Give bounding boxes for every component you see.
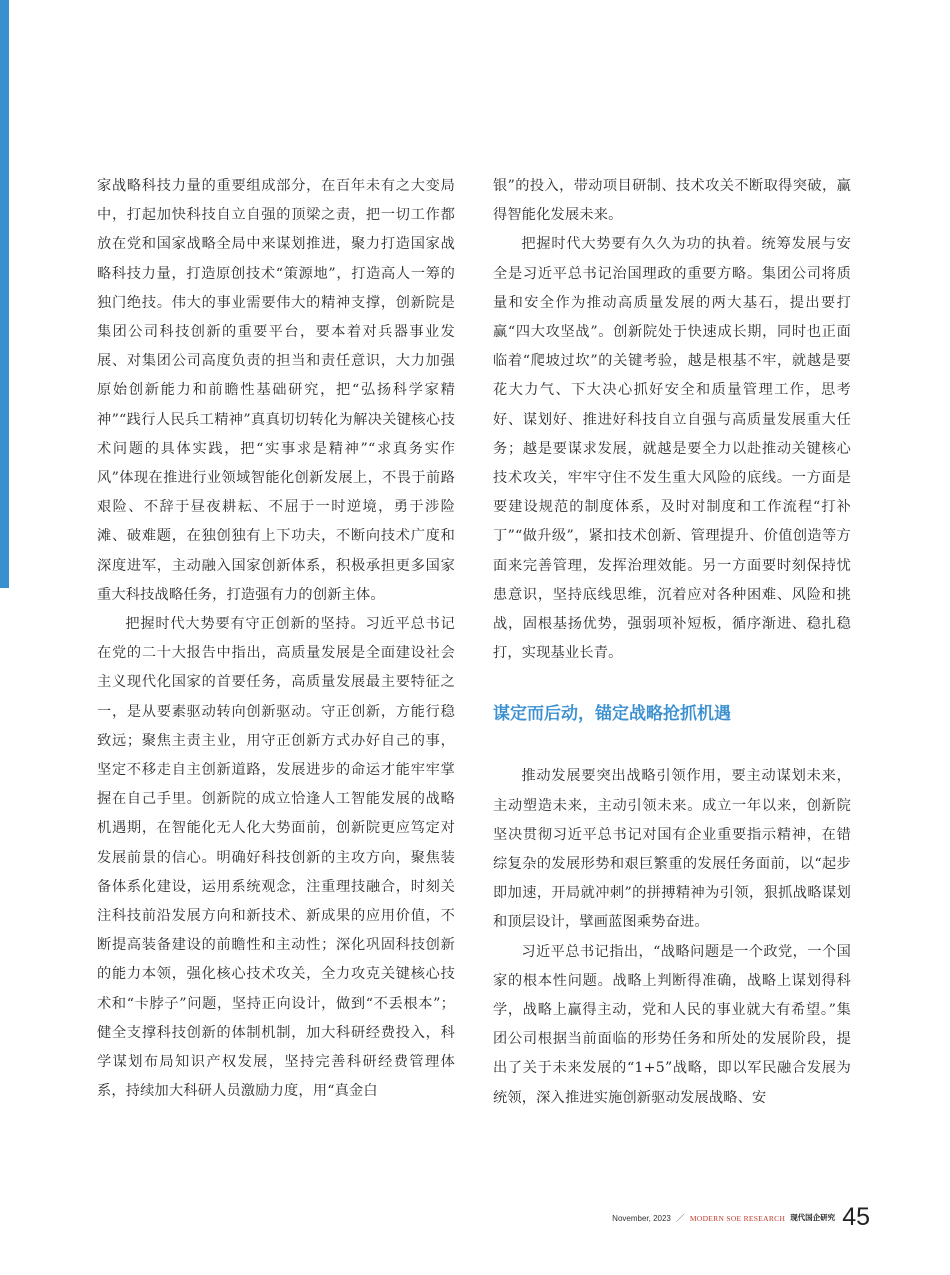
page-footer xyxy=(612,1197,870,1231)
right-paragraph-1: 银”的投入，带动项目研制、技术攻关不断取得突破，赢得智能化发展未来。 xyxy=(493,178,851,224)
accent-side-bar xyxy=(0,0,9,588)
journal-name-en: MODERN SOE RESEARCH xyxy=(689,1214,786,1223)
journal-name-cn: 现代国企研究 xyxy=(790,1213,836,1222)
right-column xyxy=(493,172,851,1113)
page-number: 45 xyxy=(842,1203,870,1231)
right-paragraph-4: 习近平总书记指出，“战略问题是一个政党，一个国家的根本性问题。战略上判断得准确，战略上谋划得科学，战略上赢得主动，党和人民的事业就大有希望。”集团公司根据当前面临的形势任务和所处的发展阶段，提出了关于未来发展的“1+5”战略，即以军民融合发展为统领，深入推进实施创新驱动发展战略、安 xyxy=(493,943,851,1106)
left-paragraph-2: 把握时代大势要有守正创新的坚持。习近平总书记在党的二十大报告中指出，高质量发展是全面建设社会主义现代化国家的首要任务，高质量发展最主要特征之一，是从要素驱动转向创新驱动。守正创新，方能行稳致远；聚焦主责主业，用守正创新方式办好自己的事，坚定不移走自主创新道路，发展进步的命运才能牢牢掌握在自己手里。创新院的成立恰逢人工智能发展的战略机遇期，在智能化无人化大势面前，创新院更应笃定对发展前景的信心。明确好科技创新的主攻方向，聚焦装备体系化建设，运用系统观念，注重理技融合，时刻关注科技前沿发展方向和新技术、新成果的应用价值，不断提高装备建设的前瞻性和主动性；深化巩固科技创新的能力本领，强化核心技术攻关，全力攻克关键核心技术和“卡脖子”问题，坚持正向设计，做到“不丢根本”；健全支撑科技创新的体制机制，加大科研经费投入，科学谋划布局知识产权发展，坚持完善科研经费管理体系，持续加大科研人员激励力度，用“真金白 xyxy=(97,616,455,1100)
right-paragraph-3: 推动发展要突出战略引领作用，要主动谋划未来，主动塑造未来，主动引领未来。成立一年以来，创新院坚决贯彻习近平总书记对国有企业重要指示精神，在错综复杂的发展形势和艰巨繁重的发展任务面前，以“起步即加速，开局就冲刺”的拼搏精神为引领，狠抓战略谋划和顶层设计，擘画蓝图乘势奋进。 xyxy=(493,768,851,931)
section-heading: 谋定而后动，锚定战略抢抓机遇 xyxy=(493,704,731,725)
left-column xyxy=(97,172,455,1107)
left-paragraph-1: 家战略科技力量的重要组成部分，在百年未有之大变局中，打起加快科技自立自强的顶梁之责，把一切工作都放在党和国家战略全局中来谋划推进，聚力打造国家战略科技力量，打造原创技术“策源地”，打造高人一筹的独门绝技。伟大的事业需要伟大的精神支撑，创新院是集团公司科技创新的重要平台，要本着对兵器事业发展、对集团公司高度负责的担当和责任意识，大力加强原始创新能力和前瞻性基础研究，把“弘扬科学家精神”“践行人民兵工精神”真真切切转化为解决关键核心技术问题的具体实践，把“实事求是精神”“求真务实作风”体现在推进行业领域智能化创新发展上，不畏于前路艰险、不辞于昼夜耕耘、不屈于一时逆境，勇于涉险滩、破难题，在独创独有上下功夫，不断向技术广度和深度进军，主动融入国家创新体系，积极承担更多国家重大科技战略任务，打造强有力的创新主体。 xyxy=(97,178,455,603)
footer-separator: ／ xyxy=(675,1213,685,1223)
right-paragraph-2: 把握时代大势要有久久为功的执着。统筹发展与安全是习近平总书记治国理政的重要方略。集团公司将质量和安全作为推动高质量发展的两大基石，提出要打赢“四大攻坚战”。创新院处于快速成长期，同时也正面临着“爬坡过坎”的关键考验，越是根基不牢，就越是要花大力气、下大决心抓好安全和质量管理工作，思考好、谋划好、推进好科技自立自强与高质量发展重大任务；越是要谋求发展，就越是要全力以赴推动关键核心技术攻关，牢牢守住不发生重大风险的底线。一方面是要建设规范的制度体系，及时对制度和工作流程“打补丁”“做升级”，紧扣技术创新、管理提升、价值创造等方面来完善管理，发挥治理效能。另一方面要时刻保持忧患意识，坚持底线思维，沉着应对各种困难、风险和挑战，固根基扬优势，强弱项补短板，循序渐进、稳扎稳打，实现基业长青。 xyxy=(493,236,851,662)
footer-date: November, 2023 xyxy=(612,1214,671,1223)
